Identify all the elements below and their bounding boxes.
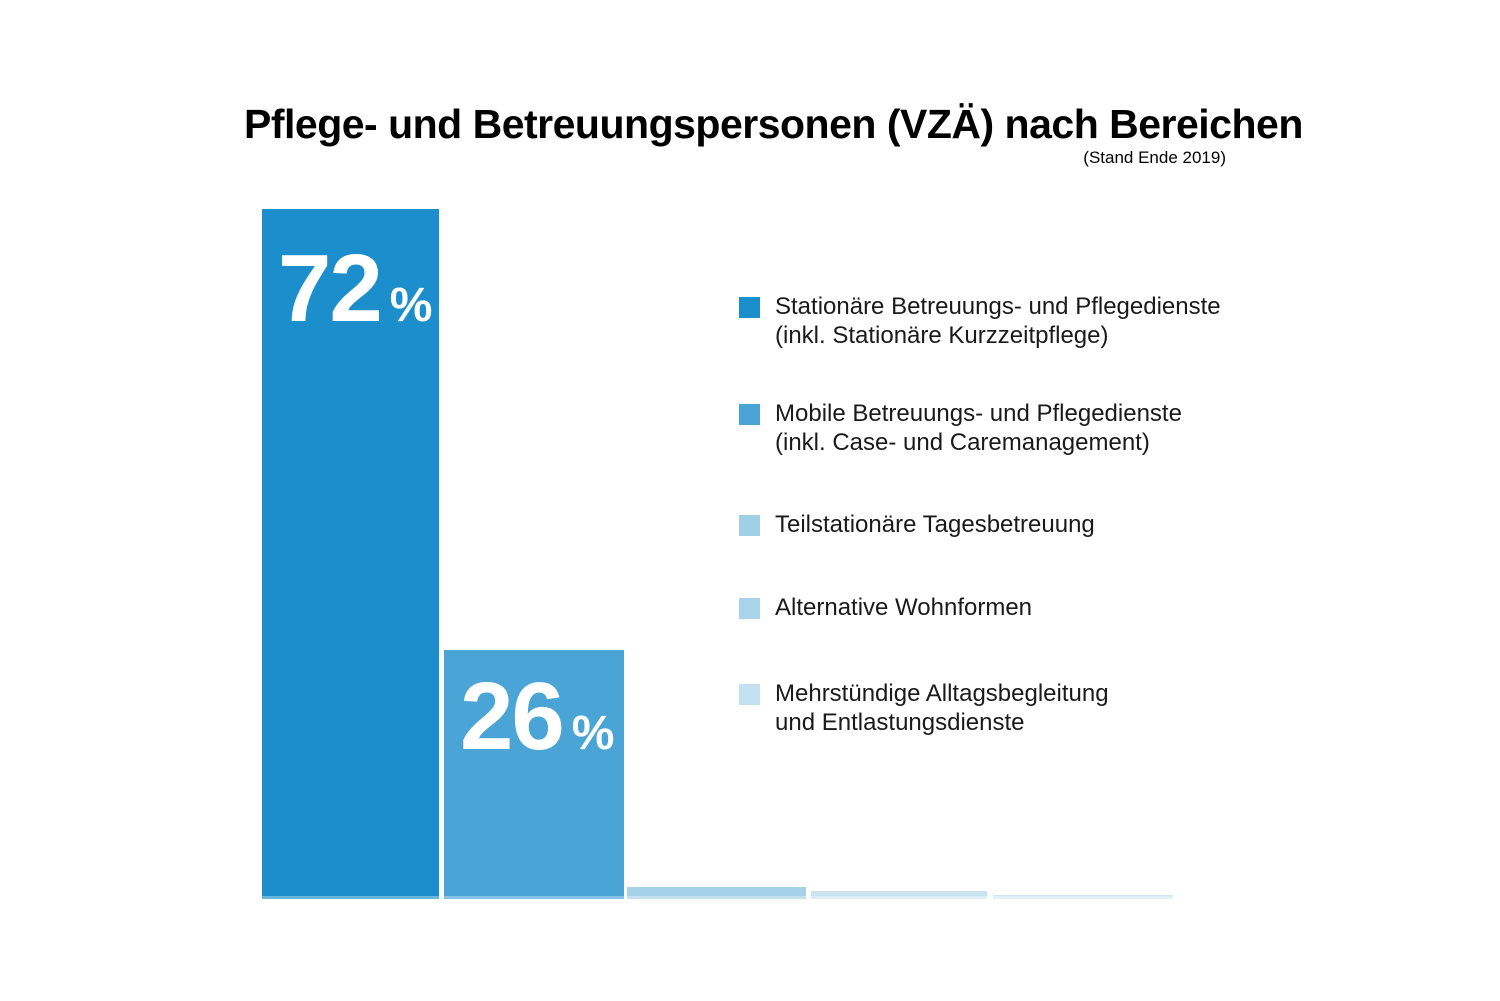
bar-value-label	[460, 663, 615, 770]
legend-label-line: Teilstationäre Tagesbetreuung	[775, 511, 1095, 538]
legend-swatch-icon	[739, 684, 760, 705]
bar-mobile	[444, 650, 624, 899]
legend-label-line: (inkl. Stationäre Kurzzeitpflege)	[775, 322, 1109, 349]
percent-sign: %	[389, 279, 433, 332]
legend-item-alternative-wohnformen	[739, 593, 1032, 622]
legend-label-line: (inkl. Case- und Caremanagement)	[775, 429, 1150, 456]
legend-item-mehrstuendige	[739, 679, 1109, 737]
bar-value-number: 26	[460, 663, 563, 770]
legend	[739, 0, 1299, 1001]
legend-label	[775, 292, 1221, 350]
percent-sign: %	[571, 707, 615, 760]
legend-label-line: Stationäre Betreuungs- und Pflegedienste	[775, 293, 1221, 320]
legend-label	[775, 399, 1182, 457]
legend-label-line: und Entlastungsdienste	[775, 709, 1025, 736]
chart-title: Pflege- und Betreuungspersonen (VZÄ) nach Bereichen	[244, 101, 1303, 147]
legend-item-stationaere	[739, 292, 1221, 350]
legend-item-mobile	[739, 399, 1182, 457]
legend-swatch-icon	[739, 598, 760, 619]
legend-label	[775, 593, 1032, 622]
legend-swatch-icon	[739, 515, 760, 536]
legend-item-teilstationaere	[739, 510, 1095, 539]
legend-swatch-icon	[739, 297, 760, 318]
legend-swatch-icon	[739, 404, 760, 425]
legend-label-line: Mehrstündige Alltagsbegleitung	[775, 680, 1109, 707]
bar-value-label	[278, 235, 433, 342]
bar-value-number: 72	[278, 235, 381, 342]
legend-label	[775, 679, 1109, 737]
legend-label-line: Alternative Wohnformen	[775, 594, 1033, 621]
legend-label-line: Mobile Betreuungs- und Pflegedienste	[775, 400, 1182, 427]
chart-subtitle: (Stand Ende 2019)	[1083, 148, 1226, 167]
bar-stationaere	[262, 209, 439, 899]
legend-label	[775, 510, 1095, 539]
